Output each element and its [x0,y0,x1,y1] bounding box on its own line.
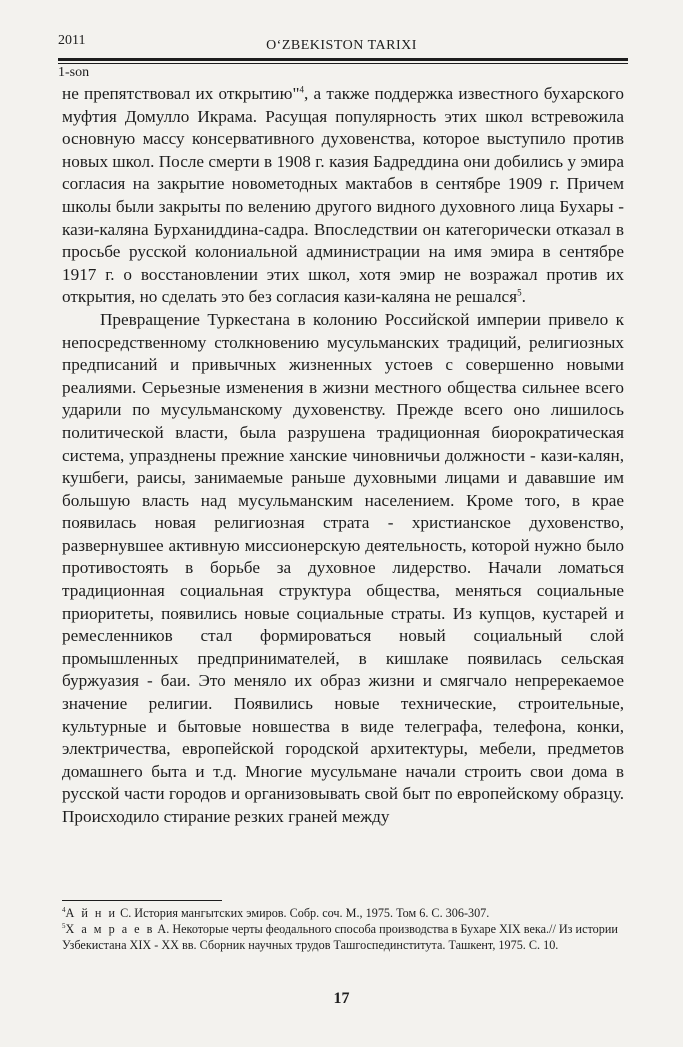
header-rule-thick [58,58,628,61]
footnote-4-text: С. История мангытских эмиров. Собр. соч. М., 1975. Том 6. С. 306-307. [117,906,490,920]
header-year: 2011 [58,33,86,48]
footnote-4 [62,906,624,922]
page-number: 17 [333,990,350,1007]
header-issue: 1-son [58,65,90,80]
footnote-ref-5[interactable]: 5 [517,287,522,298]
footnote-5-text: А. Некоторые черты феодального способа производства в Бухаре XIX века.// Из истории Узбекистана XIX - XX вв. Сборник научных трудов Ташгоспединститута. Ташкент, 1975. С. 10. [62,921,618,952]
footnote-5-mark: 5 [62,921,66,930]
paragraph-1-part-c: . [521,287,526,307]
paragraph-1-part-a: не препятствовал их открытию" [62,84,300,103]
footnote-5-author: Х а м р а е в [65,921,155,936]
footnote-separator [62,900,222,901]
journal-title: O‘ZBEKISTON TARIXI [266,38,417,53]
footnote-ref-4[interactable]: 4 [299,84,304,95]
footnote-4-author: А й н и [65,906,118,920]
paragraph-1-part-b: , а также поддержка известного бухарского муфтия Домулло Икрама. Расущая популярность этих школ встревожила основную массу консервативного духовенства, которое выступило против новых школ. После смерти в 1908 г. казия Бадреддина они добились у эмира согласия на закрытие новометодных мактабов в сентябре 1909 г. Причем школы были закрыты по велению другого видного духовного лица Бухары - кази-калянa Бурханиддина-садра. Впоследствии он категорически отказал в просьбе русской колониальной администрации на имя эмира в сентябре 1917 г. о восстановлении этих школ, хотя эмир не возражал против их открытия, но сделать это без согласия кази-каляна не решался [62,84,624,307]
footnote-4-mark: 4 [62,905,66,914]
article-body [62,83,624,829]
paragraph-2: Превращение Туркестана в колонию Российской империи привело к непосредственному столкновению мусульманских традиций, религиозных предписаний и привычных жизненных устоев с совершенно новыми реалиями. Серьезные изменения в жизни местного общества сильнее всего ударили по мусульманскому духовенству. Прежде всего оно лишилось политической власти, была разрушена традиционная биорократическая система, упразднены прежние ханские чиновничьи должности - кази-калян, кушбеги, раисы, занимаемые раньше духовными лицами и дававшие им большую власть над мусульманским населением. Кроме того, в крае появилась новая религиозная страта - христианское духовенство, развернувшее активную миссионерскую деятельность, которой нужно было противостоять в борьбе за духовное лидерство. Начали ломаться традиционная социальная структура общества, меняться социальные приоритеты, появились новые социальные страты. Из купцов, кустарей и ремесленников стал формироваться новый социальный слой промышленных предпринимателей, в кишлаке появилась сельская буржуазия - баи. Это меняло их образ жизни и смягчало непререкаемое значение религии. Появились новые технические, строительные, культурные и бытовые новшества в виде телеграфа, телефона, конки, электричества, европейской городской архитектуры, мебели, предметов домашнего быта и т.д. Многие мусульмане начали строить свои дома в русской части городов и организовывать свой быт по европейскому образцу. Происходило стирание резких граней между [62,309,624,826]
paragraph-1 [62,83,624,309]
header-rule-thin [58,63,628,64]
footnotes [62,906,624,953]
footnote-5 [62,922,624,954]
